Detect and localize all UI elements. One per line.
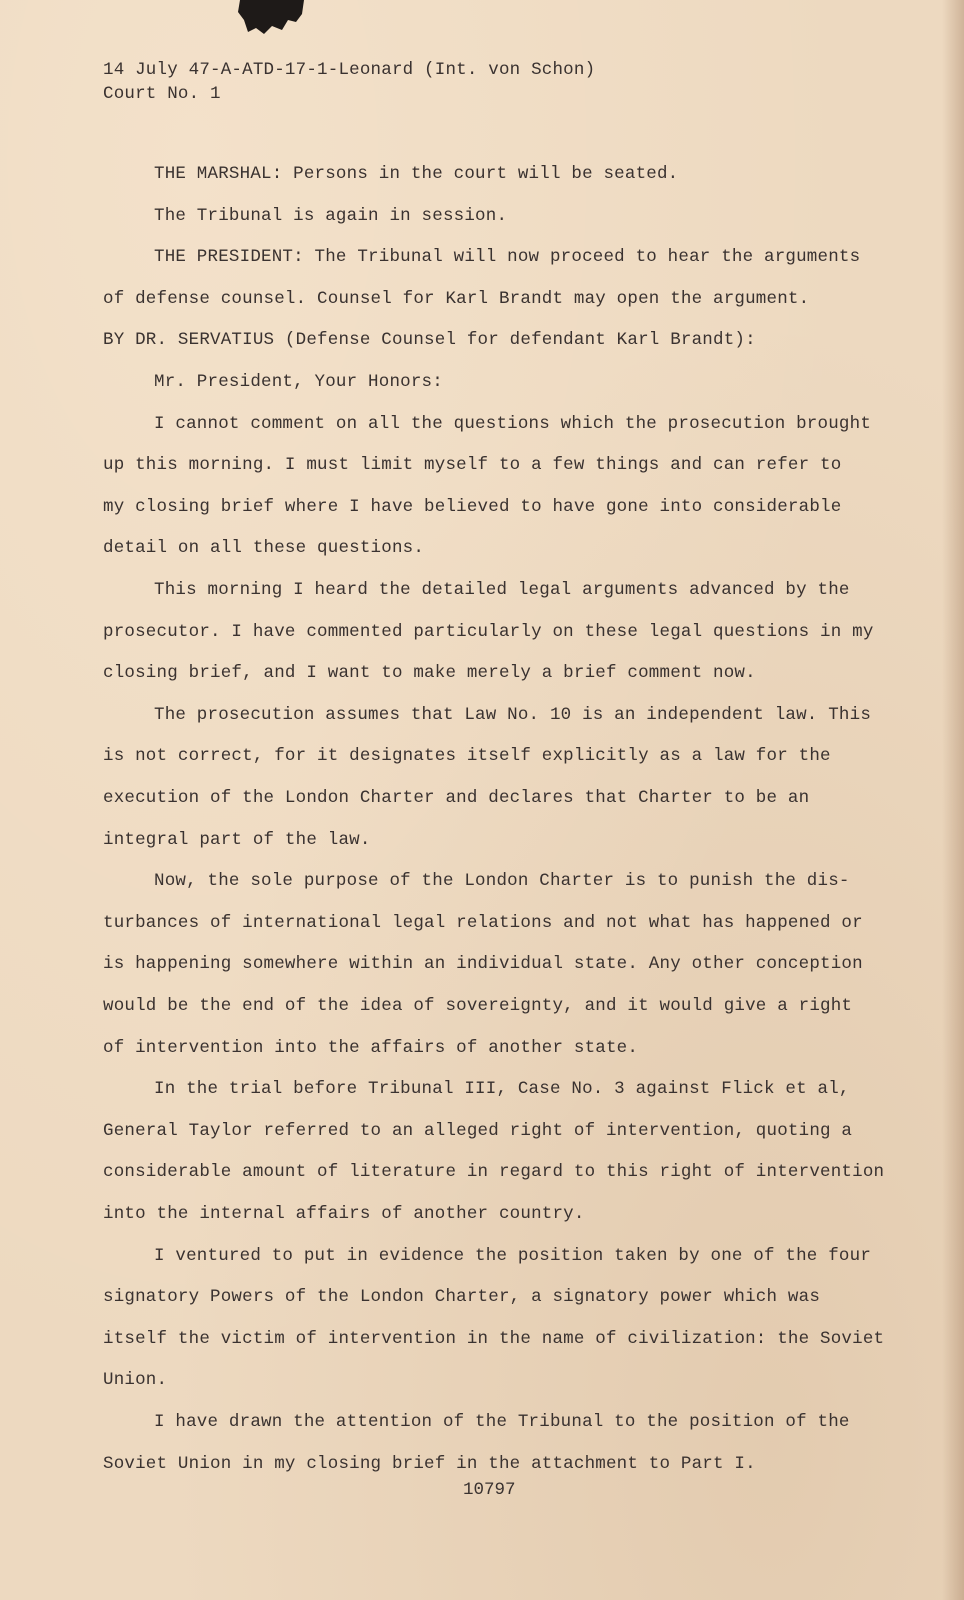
transcript-line: THE MARSHAL: Persons in the court will be seated. [154, 164, 679, 184]
transcript-line: considerable amount of literature in regard to this right of intervention [103, 1162, 885, 1183]
transcript-line: Mr. President, Your Honors: [154, 372, 443, 392]
torn-corner-mark [236, 0, 308, 48]
transcript-line: integral part of the law. [103, 829, 371, 850]
transcript-line: I have drawn the attention of the Tribunal to the position of the [154, 1412, 850, 1432]
transcript-line: prosecutor. I have commented particularly on these legal questions in my [103, 621, 874, 642]
transcript-line: Now, the sole purpose of the London Charter is to punish the dis- [154, 871, 850, 892]
transcript-line: into the internal affairs of another country. [103, 1204, 585, 1224]
transcript-line: of intervention into the affairs of another state. [103, 1037, 639, 1058]
transcript-line: I cannot comment on all the questions which the prosecution brought [154, 413, 872, 434]
transcript-line: closing brief, and I want to make merely a brief comment now. [103, 663, 756, 684]
transcript-line: detail on all these questions. [103, 538, 425, 559]
transcript-line: itself the victim of intervention in the name of civilization: the Soviet [103, 1328, 885, 1349]
transcript-line: I ventured to put in evidence the position taken by one of the four [154, 1245, 872, 1266]
document-reference: 14 July 47-A-ATD-17-1-Leonard (Int. von Schon) [103, 60, 596, 80]
transcript-line: would be the end of the idea of sovereignty, and it would give a right [103, 996, 853, 1016]
transcript-line: of defense counsel. Counsel for Karl Brandt may open the argument. [103, 288, 810, 309]
transcript-line: up this morning. I must limit myself to a few things and can refer to [103, 455, 842, 476]
transcript-line: THE PRESIDENT: The Tribunal will now proceed to hear the arguments [154, 247, 861, 268]
transcript-line: signatory Powers of the London Charter, a signatory power which was [103, 1287, 821, 1308]
transcript-line: The Tribunal is again in session. [154, 205, 508, 226]
transcript-line: General Taylor referred to an alleged right of intervention, quoting a [103, 1120, 853, 1141]
transcript-line: turbances of international legal relations and not what has happened or [103, 912, 863, 933]
transcript-line: The prosecution assumes that Law No. 10 is an independent law. This [154, 704, 872, 725]
transcript-line: Union. [103, 1370, 168, 1391]
transcript-line: execution of the London Charter and declares that Charter to be an [103, 788, 810, 808]
transcript-line: is happening somewhere within an individual state. Any other conception [103, 954, 863, 975]
court-number: Court No. 1 [103, 84, 221, 104]
page-number: 10797 [463, 1480, 516, 1500]
transcript-line: is not correct, for it designates itself explicitly as a law for the [103, 746, 831, 767]
transcript-line: BY DR. SERVATIUS (Defense Counsel for defendant Karl Brandt): [103, 330, 756, 351]
transcript-line: In the trial before Tribunal III, Case No. 3 against Flick et al, [154, 1079, 850, 1100]
transcript-line: Soviet Union in my closing brief in the attachment to Part I. [103, 1453, 756, 1474]
paper-edge-shadow [942, 0, 964, 1600]
transcript-line: This morning I heard the detailed legal arguments advanced by the [154, 580, 850, 600]
transcript-line: my closing brief where I have believed to have gone into considerable [103, 496, 842, 517]
